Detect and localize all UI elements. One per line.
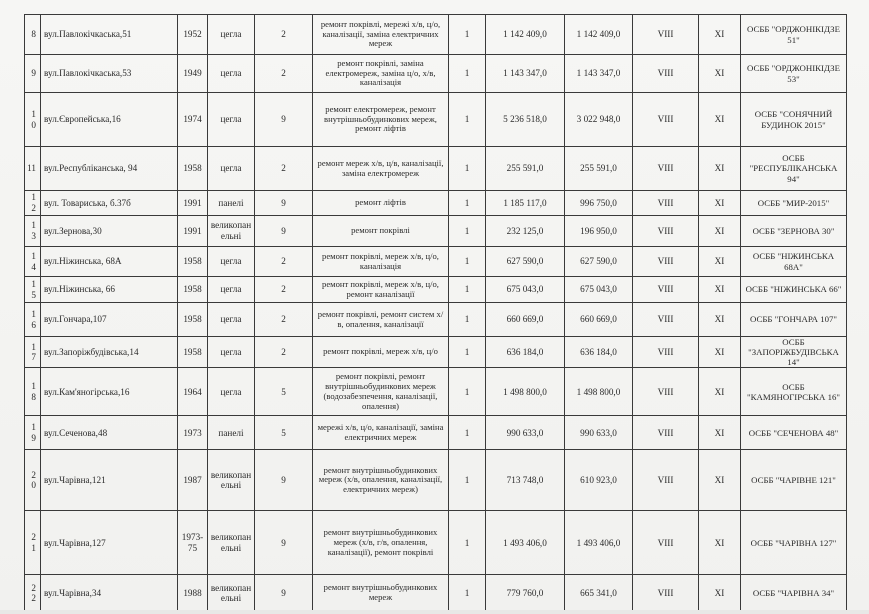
start-month: VIII bbox=[633, 93, 699, 147]
end-month: XI bbox=[699, 93, 741, 147]
osbb-name: ОСББ "ГОНЧАРА 107" bbox=[741, 303, 847, 337]
table-row bbox=[25, 337, 847, 368]
quantity: 1 bbox=[449, 575, 486, 612]
funding-amount: 1 498 800,0 bbox=[565, 368, 633, 416]
build-year: 1991 bbox=[178, 216, 208, 247]
row-number: 19 bbox=[25, 416, 41, 450]
work-description: ремонт покрівлі, заміна електромереж, заміна ц/о, х/в, каналізація bbox=[313, 55, 449, 93]
row-number: 20 bbox=[25, 450, 41, 511]
work-description: ремонт покрівлі, мереж х/в, ц/о bbox=[313, 337, 449, 368]
work-description: ремонт внутрішньобудинкових мереж (х/в, г/в, опалення, каналізації), ремонт покрівлі bbox=[313, 511, 449, 575]
row-number: 13 bbox=[25, 216, 41, 247]
row-number: 16 bbox=[25, 303, 41, 337]
table-row bbox=[25, 575, 847, 612]
quantity: 1 bbox=[449, 93, 486, 147]
funding-amount: 3 022 948,0 bbox=[565, 93, 633, 147]
wall-material: цегла bbox=[208, 337, 255, 368]
table-row bbox=[25, 147, 847, 191]
funding-amount: 1 142 409,0 bbox=[565, 15, 633, 55]
funding-amount: 196 950,0 bbox=[565, 216, 633, 247]
address: вул.Чарівна,34 bbox=[41, 575, 178, 612]
end-month: XI bbox=[699, 55, 741, 93]
address: вул.Зернова,30 bbox=[41, 216, 178, 247]
floors-count: 2 bbox=[255, 55, 313, 93]
build-year: 1991 bbox=[178, 191, 208, 216]
quantity: 1 bbox=[449, 15, 486, 55]
funding-amount: 665 341,0 bbox=[565, 575, 633, 612]
start-month: VIII bbox=[633, 450, 699, 511]
address: вул.Гончара,107 bbox=[41, 303, 178, 337]
wall-material: цегла bbox=[208, 55, 255, 93]
build-year: 1958 bbox=[178, 147, 208, 191]
work-description: ремонт покрівлі, мереж х/в, ц/о, ремонт каналізації bbox=[313, 277, 449, 303]
build-year: 1973-75 bbox=[178, 511, 208, 575]
osbb-name: ОСББ "ОРДЖОНІКІДЗЕ 51" bbox=[741, 15, 847, 55]
start-month: VIII bbox=[633, 216, 699, 247]
quantity: 1 bbox=[449, 216, 486, 247]
start-month: VIII bbox=[633, 277, 699, 303]
end-month: XI bbox=[699, 337, 741, 368]
address: вул.Кам'яногірська,16 bbox=[41, 368, 178, 416]
build-year: 1958 bbox=[178, 337, 208, 368]
funding-amount: 1 493 406,0 bbox=[565, 511, 633, 575]
start-month: VIII bbox=[633, 55, 699, 93]
start-month: VIII bbox=[633, 15, 699, 55]
build-year: 1974 bbox=[178, 93, 208, 147]
table-row bbox=[25, 450, 847, 511]
address: вул.Республіканська, 94 bbox=[41, 147, 178, 191]
floors-count: 9 bbox=[255, 450, 313, 511]
wall-material: великопанельні bbox=[208, 216, 255, 247]
wall-material: цегла bbox=[208, 303, 255, 337]
work-description: ремонт покрівлі, мережі х/в, ц/о, каналізації, заміна електричних мереж bbox=[313, 15, 449, 55]
quantity: 1 bbox=[449, 277, 486, 303]
funding-amount: 996 750,0 bbox=[565, 191, 633, 216]
funding-amount: 636 184,0 bbox=[565, 337, 633, 368]
floors-count: 2 bbox=[255, 147, 313, 191]
page-edge bbox=[0, 610, 869, 614]
osbb-name: ОСББ "РЕСПУБЛІКАНСЬКА 94" bbox=[741, 147, 847, 191]
wall-material: великопанельні bbox=[208, 575, 255, 612]
floors-count: 9 bbox=[255, 511, 313, 575]
total-cost: 660 669,0 bbox=[486, 303, 565, 337]
floors-count: 9 bbox=[255, 93, 313, 147]
total-cost: 1 142 409,0 bbox=[486, 15, 565, 55]
osbb-name: ОСББ "ЗАПОРІЖБУДІВСЬКА 14" bbox=[741, 337, 847, 368]
floors-count: 2 bbox=[255, 277, 313, 303]
table-row bbox=[25, 416, 847, 450]
end-month: XI bbox=[699, 247, 741, 277]
osbb-name: ОСББ "ЧАРІВНЕ 121" bbox=[741, 450, 847, 511]
address: вул.Запоріжбудівська,14 bbox=[41, 337, 178, 368]
wall-material: цегла bbox=[208, 147, 255, 191]
table-row bbox=[25, 511, 847, 575]
build-year: 1958 bbox=[178, 303, 208, 337]
wall-material: цегла bbox=[208, 93, 255, 147]
address: вул.Павлокічкаська,53 bbox=[41, 55, 178, 93]
start-month: VIII bbox=[633, 191, 699, 216]
start-month: VIII bbox=[633, 575, 699, 612]
address: вул.Павлокічкаська,51 bbox=[41, 15, 178, 55]
total-cost: 1 185 117,0 bbox=[486, 191, 565, 216]
end-month: XI bbox=[699, 147, 741, 191]
quantity: 1 bbox=[449, 147, 486, 191]
address: вул.Ніжинська, 66 bbox=[41, 277, 178, 303]
end-month: XI bbox=[699, 368, 741, 416]
floors-count: 2 bbox=[255, 247, 313, 277]
total-cost: 232 125,0 bbox=[486, 216, 565, 247]
address: вул.Чарівна,121 bbox=[41, 450, 178, 511]
wall-material: цегла bbox=[208, 247, 255, 277]
row-number: 21 bbox=[25, 511, 41, 575]
osbb-name: ОСББ "СОНЯЧНИЙ БУДИНОК 2015" bbox=[741, 93, 847, 147]
total-cost: 713 748,0 bbox=[486, 450, 565, 511]
wall-material: великопанельні bbox=[208, 450, 255, 511]
row-number: 11 bbox=[25, 147, 41, 191]
total-cost: 5 236 518,0 bbox=[486, 93, 565, 147]
osbb-name: ОСББ "СЕЧЕНОВА 48" bbox=[741, 416, 847, 450]
start-month: VIII bbox=[633, 247, 699, 277]
end-month: XI bbox=[699, 511, 741, 575]
end-month: XI bbox=[699, 303, 741, 337]
address: вул.Сеченова,48 bbox=[41, 416, 178, 450]
start-month: VIII bbox=[633, 368, 699, 416]
build-year: 1958 bbox=[178, 277, 208, 303]
work-description: ремонт мереж х/в, ц/в, каналізації, заміна електромереж bbox=[313, 147, 449, 191]
build-year: 1958 bbox=[178, 247, 208, 277]
build-year: 1988 bbox=[178, 575, 208, 612]
osbb-name: ОСББ "КАМЯНОГІРСЬКА 16" bbox=[741, 368, 847, 416]
table-row bbox=[25, 368, 847, 416]
table-row bbox=[25, 303, 847, 337]
total-cost: 779 760,0 bbox=[486, 575, 565, 612]
start-month: VIII bbox=[633, 511, 699, 575]
wall-material: цегла bbox=[208, 277, 255, 303]
work-description: ремонт покрівлі, мереж х/в, ц/о, каналізація bbox=[313, 247, 449, 277]
quantity: 1 bbox=[449, 511, 486, 575]
end-month: XI bbox=[699, 216, 741, 247]
osbb-name: ОСББ "ОРДЖОНІКІДЗЕ 53" bbox=[741, 55, 847, 93]
address: вул.Європейська,16 bbox=[41, 93, 178, 147]
osbb-name: ОСББ "ЧАРІВНА 127" bbox=[741, 511, 847, 575]
funding-amount: 660 669,0 bbox=[565, 303, 633, 337]
row-number: 15 bbox=[25, 277, 41, 303]
quantity: 1 bbox=[449, 191, 486, 216]
build-year: 1987 bbox=[178, 450, 208, 511]
start-month: VIII bbox=[633, 147, 699, 191]
floors-count: 5 bbox=[255, 368, 313, 416]
funding-amount: 1 143 347,0 bbox=[565, 55, 633, 93]
work-description: ремонт покрівлі bbox=[313, 216, 449, 247]
build-year: 1964 bbox=[178, 368, 208, 416]
total-cost: 1 493 406,0 bbox=[486, 511, 565, 575]
row-number: 9 bbox=[25, 55, 41, 93]
funding-amount: 610 923,0 bbox=[565, 450, 633, 511]
floors-count: 2 bbox=[255, 337, 313, 368]
work-description: ремонт покрівлі, ремонт систем х/в, опалення, каналізації bbox=[313, 303, 449, 337]
end-month: XI bbox=[699, 191, 741, 216]
quantity: 1 bbox=[449, 368, 486, 416]
row-number: 8 bbox=[25, 15, 41, 55]
table-row bbox=[25, 277, 847, 303]
row-number: 17 bbox=[25, 337, 41, 368]
table-row bbox=[25, 93, 847, 147]
wall-material: панелі bbox=[208, 416, 255, 450]
floors-count: 9 bbox=[255, 575, 313, 612]
table-row bbox=[25, 247, 847, 277]
work-description: ремонт внутрішньобудинкових мереж bbox=[313, 575, 449, 612]
floors-count: 9 bbox=[255, 216, 313, 247]
table-body bbox=[25, 15, 847, 612]
start-month: VIII bbox=[633, 416, 699, 450]
repair-table bbox=[24, 14, 847, 612]
total-cost: 636 184,0 bbox=[486, 337, 565, 368]
end-month: XI bbox=[699, 575, 741, 612]
address: вул. Товариська, б.37б bbox=[41, 191, 178, 216]
row-number: 12 bbox=[25, 191, 41, 216]
floors-count: 5 bbox=[255, 416, 313, 450]
osbb-name: ОСББ "НІЖИНСЬКА 66" bbox=[741, 277, 847, 303]
table-row bbox=[25, 15, 847, 55]
total-cost: 990 633,0 bbox=[486, 416, 565, 450]
work-description: ремонт ліфтів bbox=[313, 191, 449, 216]
end-month: XI bbox=[699, 15, 741, 55]
start-month: VIII bbox=[633, 303, 699, 337]
build-year: 1949 bbox=[178, 55, 208, 93]
quantity: 1 bbox=[449, 55, 486, 93]
table-row bbox=[25, 55, 847, 93]
floors-count: 2 bbox=[255, 15, 313, 55]
funding-amount: 990 633,0 bbox=[565, 416, 633, 450]
end-month: XI bbox=[699, 277, 741, 303]
osbb-name: ОСББ "ЧАРІВНА 34" bbox=[741, 575, 847, 612]
quantity: 1 bbox=[449, 416, 486, 450]
osbb-name: ОСББ "НІЖИНСЬКА 68А" bbox=[741, 247, 847, 277]
work-description: ремонт покрівлі, ремонт внутрішньобудинкових мереж (водозабезпечення, каналізації, опалення) bbox=[313, 368, 449, 416]
end-month: XI bbox=[699, 450, 741, 511]
wall-material: панелі bbox=[208, 191, 255, 216]
work-description: ремонт електромереж, ремонт внутрішньобудинкових мереж, ремонт ліфтів bbox=[313, 93, 449, 147]
total-cost: 627 590,0 bbox=[486, 247, 565, 277]
osbb-name: ОСББ "ЗЕРНОВА 30" bbox=[741, 216, 847, 247]
funding-amount: 627 590,0 bbox=[565, 247, 633, 277]
row-number: 18 bbox=[25, 368, 41, 416]
build-year: 1952 bbox=[178, 15, 208, 55]
end-month: XI bbox=[699, 416, 741, 450]
address: вул.Чарівна,127 bbox=[41, 511, 178, 575]
row-number: 14 bbox=[25, 247, 41, 277]
total-cost: 255 591,0 bbox=[486, 147, 565, 191]
wall-material: цегла bbox=[208, 368, 255, 416]
quantity: 1 bbox=[449, 303, 486, 337]
osbb-name: ОСББ "МИР-2015" bbox=[741, 191, 847, 216]
quantity: 1 bbox=[449, 247, 486, 277]
work-description: ремонт внутрішньобудинкових мереж (х/в, опалення, каналізації, електричних мереж) bbox=[313, 450, 449, 511]
floors-count: 2 bbox=[255, 303, 313, 337]
funding-amount: 675 043,0 bbox=[565, 277, 633, 303]
row-number: 22 bbox=[25, 575, 41, 612]
total-cost: 1 498 800,0 bbox=[486, 368, 565, 416]
total-cost: 1 143 347,0 bbox=[486, 55, 565, 93]
address: вул.Ніжинська, 68А bbox=[41, 247, 178, 277]
table-row bbox=[25, 216, 847, 247]
start-month: VIII bbox=[633, 337, 699, 368]
quantity: 1 bbox=[449, 337, 486, 368]
wall-material: цегла bbox=[208, 15, 255, 55]
work-description: мережі х/в, ц/о, каналізації, заміна електричних мереж bbox=[313, 416, 449, 450]
funding-amount: 255 591,0 bbox=[565, 147, 633, 191]
wall-material: великопанельні bbox=[208, 511, 255, 575]
total-cost: 675 043,0 bbox=[486, 277, 565, 303]
floors-count: 9 bbox=[255, 191, 313, 216]
build-year: 1973 bbox=[178, 416, 208, 450]
quantity: 1 bbox=[449, 450, 486, 511]
table-row bbox=[25, 191, 847, 216]
row-number: 10 bbox=[25, 93, 41, 147]
